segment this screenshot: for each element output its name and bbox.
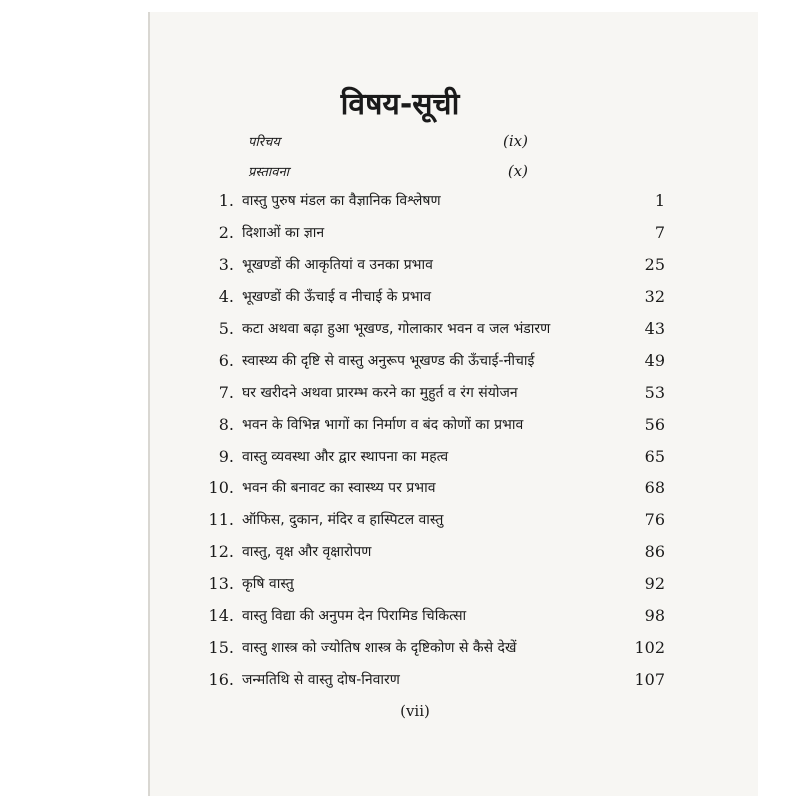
chapter-page: 102 [634, 637, 665, 657]
toc-entry [190, 440, 665, 472]
chapter-page: 25 [644, 255, 665, 275]
toc-entry [190, 281, 665, 313]
chapter-number: 6. [218, 350, 234, 370]
chapter-page: 43 [644, 319, 665, 338]
chapter-page: 32 [644, 287, 665, 307]
chapter-title: कटा अथवा बढ़ा हुआ भूखण्ड, गोलाकार भवन व जल भंडारण [242, 321, 551, 337]
chapter-page: 76 [644, 510, 665, 530]
chapter-number: 7. [218, 382, 234, 402]
chapter-page: 92 [644, 574, 665, 594]
chapter-page: 1 [654, 191, 665, 211]
chapter-page: 53 [644, 382, 665, 402]
chapter-page: 56 [644, 414, 665, 434]
chapter-page: 65 [644, 446, 665, 466]
chapter-title: भूखण्डों की आकृतियां व उनका प्रभाव [242, 257, 433, 274]
chapter-number: 3. [218, 255, 234, 275]
front-matter-page: (ix) [503, 132, 528, 150]
chapter-title: वास्तु, वृक्ष और वृक्षारोपण [242, 544, 372, 561]
chapter-page: 49 [644, 350, 665, 370]
toc-entry [190, 344, 665, 376]
chapter-number: 8. [218, 414, 234, 434]
chapter-title: स्वास्थ्य की दृष्टि से वास्तु अनुरूप भूखण्ड की ऊँचाई-नीचाई [242, 352, 535, 369]
chapter-page: 86 [644, 542, 665, 562]
chapter-title: दिशाओं का ज्ञान [242, 225, 325, 242]
chapter-number: 1. [218, 191, 234, 211]
toc-entry [190, 217, 665, 249]
chapter-title: कृषि वास्तु [242, 576, 294, 593]
toc-entry [190, 376, 665, 408]
table-of-contents [190, 185, 665, 695]
front-matter-title: प्रस्तावना [248, 165, 290, 180]
toc-entry [190, 472, 665, 504]
chapter-title: वास्तु विद्या की अनुपम देन पिरामिड चिकित्सा [242, 608, 467, 625]
front-matter-row [248, 162, 668, 180]
chapter-title: भवन की बनावट का स्वास्थ्य पर प्रभाव [242, 480, 436, 497]
toc-entry [190, 313, 665, 345]
chapter-title: घर खरीदने अथवा प्रारम्भ करने का मुहुर्त व रंग संयोजन [242, 384, 518, 401]
chapter-number: 14. [208, 606, 234, 626]
toc-entry [190, 631, 665, 663]
chapter-page: 98 [644, 606, 665, 626]
toc-entry [190, 600, 665, 632]
chapter-title: ऑफिस, दुकान, मंदिर व हास्पिटल वास्तु [242, 512, 444, 529]
chapter-title: भवन के विभिन्न भागों का निर्माण व बंद कोणों का प्रभाव [242, 416, 524, 433]
chapter-number: 9. [218, 446, 234, 466]
chapter-number: 10. [208, 478, 234, 498]
chapter-number: 2. [218, 223, 234, 243]
chapter-title: जन्मतिथि से वास्तु दोष-निवारण [242, 671, 400, 688]
toc-entry [190, 408, 665, 440]
chapter-number: 5. [218, 319, 234, 338]
front-matter-title: परिचय [248, 135, 280, 150]
front-matter-page: (x) [507, 162, 528, 180]
chapter-number: 16. [208, 669, 234, 689]
toc-entry [190, 663, 665, 695]
chapter-title: भूखण्डों की ऊँचाई व नीचाई के प्रभाव [242, 289, 432, 306]
toc-entry [190, 249, 665, 281]
chapter-title: वास्तु शास्त्र को ज्योतिष शास्त्र के दृष्टिकोण से कैसे देखें [242, 639, 517, 656]
chapter-number: 12. [208, 542, 234, 562]
chapter-number: 11. [208, 510, 234, 530]
chapter-title: वास्तु व्यवस्था और द्वार स्थापना का महत्व [242, 448, 449, 465]
chapter-title: वास्तु पुरुष मंडल का वैज्ञानिक विश्लेषण [242, 193, 441, 210]
chapter-number: 15. [208, 637, 234, 657]
toc-entry [190, 504, 665, 536]
toc-entry [190, 568, 665, 600]
page-title: विषय-सूची [340, 87, 460, 122]
chapter-page: 107 [634, 669, 665, 689]
toc-entry [190, 185, 665, 217]
front-matter-row [248, 132, 668, 150]
page-number: (vii) [400, 702, 430, 720]
chapter-page: 68 [644, 478, 665, 498]
chapter-page: 7 [654, 223, 665, 243]
chapter-number: 13. [208, 574, 234, 594]
toc-entry [190, 536, 665, 568]
chapter-number: 4. [218, 287, 234, 307]
